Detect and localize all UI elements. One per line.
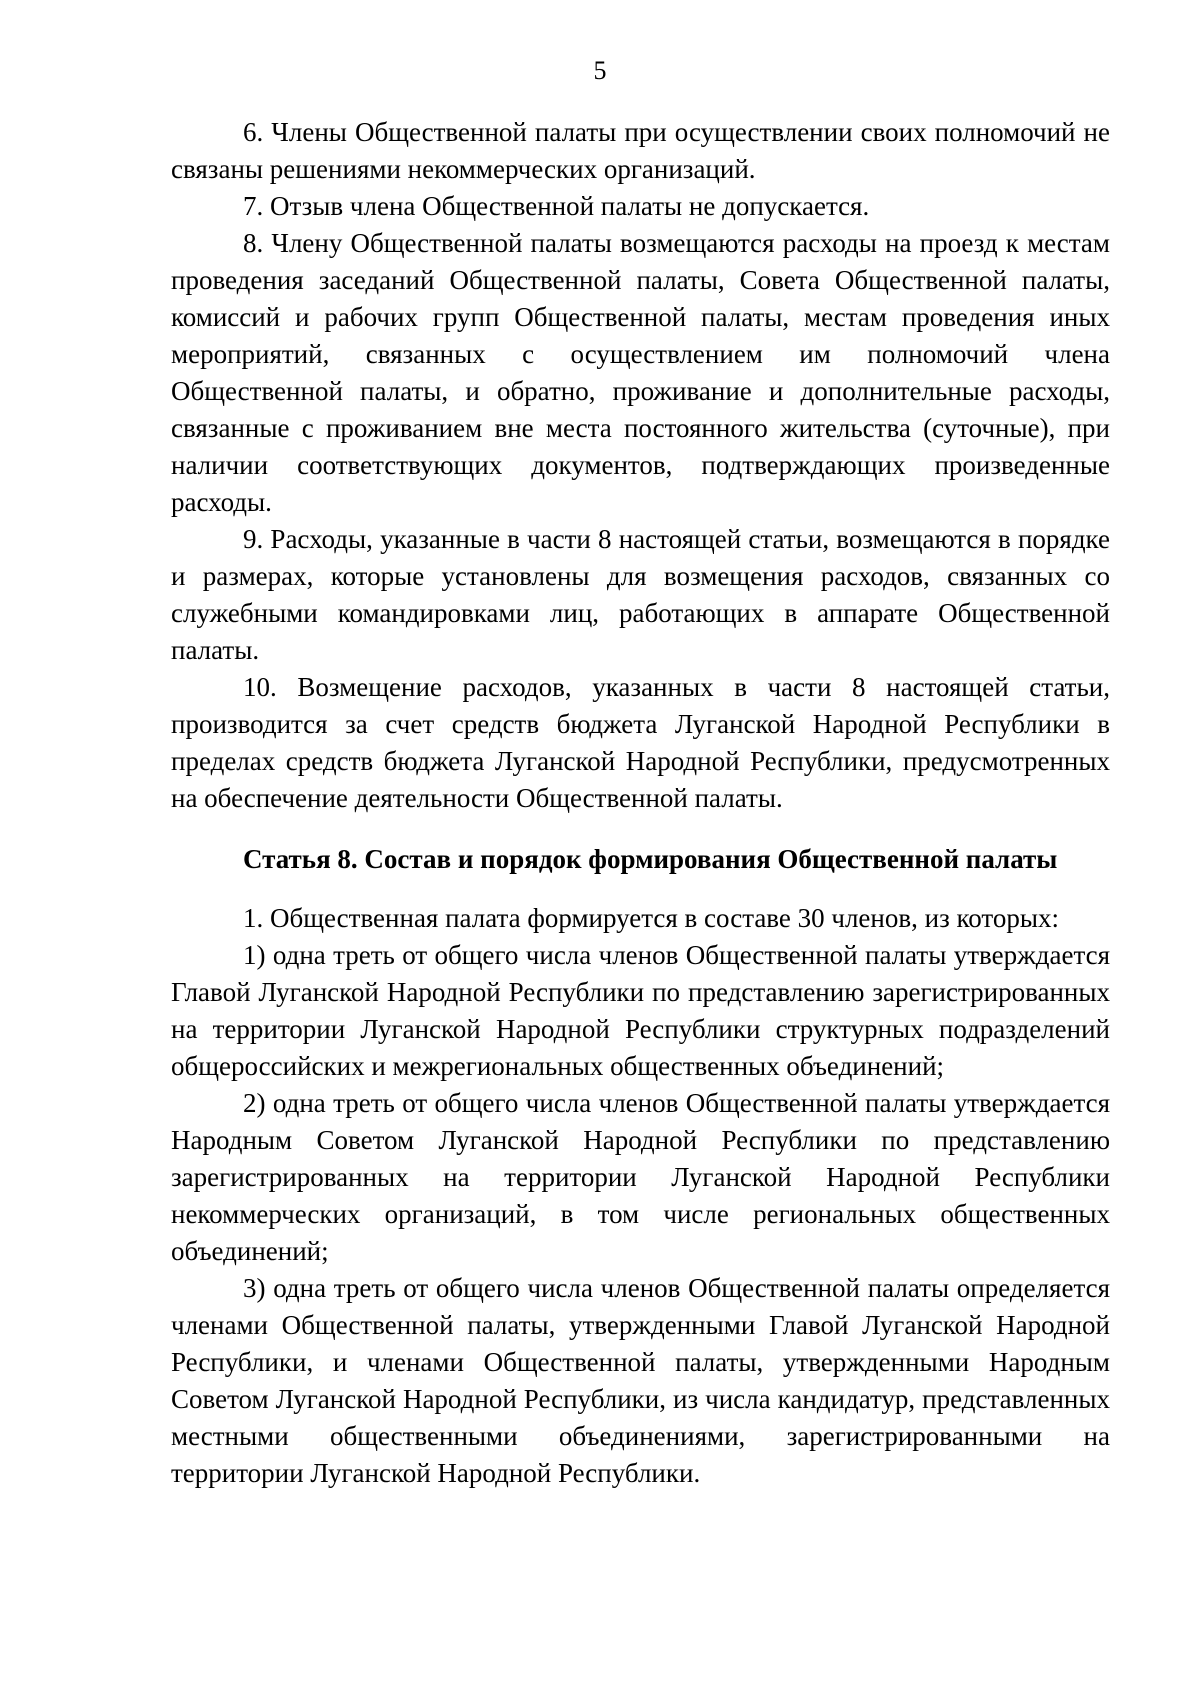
paragraph-7: 7. Отзыв члена Общественной палаты не допускается. bbox=[243, 191, 870, 221]
article-8-paragraph-1: 1. Общественная палата формируется в составе 30 членов, из которых: bbox=[243, 903, 1059, 933]
article-heading: Статья 8. Состав и порядок формирования Общественной палаты bbox=[243, 844, 1058, 874]
paragraph-9: 9. Расходы, указанные в части 8 настоящей статьи, возмещаются в порядке и размерах, которые установлены для возмещения расходов, связанных со служебными командировками лиц, работающих в аппарате Общественной палаты. bbox=[171, 524, 1110, 665]
paragraph-8: 8. Члену Общественной палаты возмещаются расходы на проезд к местам проведения заседаний Общественной палаты, Совета Общественной палаты, комиссий и рабочих групп Общественной палаты, местам проведения иных мероприятий, связанных с осуществлением им полномочий члена Общественной палаты, и обратно, проживание и дополнительные расходы, связанные с проживанием вне места постоянного жительства (суточные), при наличии соответствующих документов, подтверждающих произведенные расходы. bbox=[171, 228, 1110, 517]
article-8-item-3: 3) одна треть от общего числа членов Общественной палаты определяется членами Общественной палаты, утвержденными Главой Луганской Народной Республики, и членами Общественной палаты, утвержденными Народным Советом Луганской Народной Республики, из числа кандидатур, представленных местными общественными объединениями, зарегистрированными на территории Луганской Народной Республики. bbox=[171, 1273, 1110, 1488]
paragraph-6: 6. Члены Общественной палаты при осуществлении своих полномочий не связаны решениями некоммерческих организаций. bbox=[171, 117, 1110, 184]
article-8-item-1: 1) одна треть от общего числа членов Общественной палаты утверждается Главой Луганской Народной Республики по представлению зарегистрированных на территории Луганской Народной Республики структурных подразделений общероссийских и межрегиональных общественных объединений; bbox=[171, 940, 1110, 1081]
paragraph-10: 10. Возмещение расходов, указанных в части 8 настоящей статьи, производится за счет средств бюджета Луганской Народной Республики в пределах средств бюджета Луганской Народной Республики, предусмотренных на обеспечение деятельности Общественной палаты. bbox=[171, 672, 1110, 813]
page-number: 5 bbox=[593, 56, 607, 85]
page-body bbox=[171, 114, 1110, 1492]
article-8-item-2: 2) одна треть от общего числа членов Общественной палаты утверждается Народным Советом Луганской Народной Республики по представлению зарегистрированных на территории Луганской Народной Республики некоммерческих организаций, в том числе региональных общественных объединений; bbox=[171, 1088, 1110, 1266]
